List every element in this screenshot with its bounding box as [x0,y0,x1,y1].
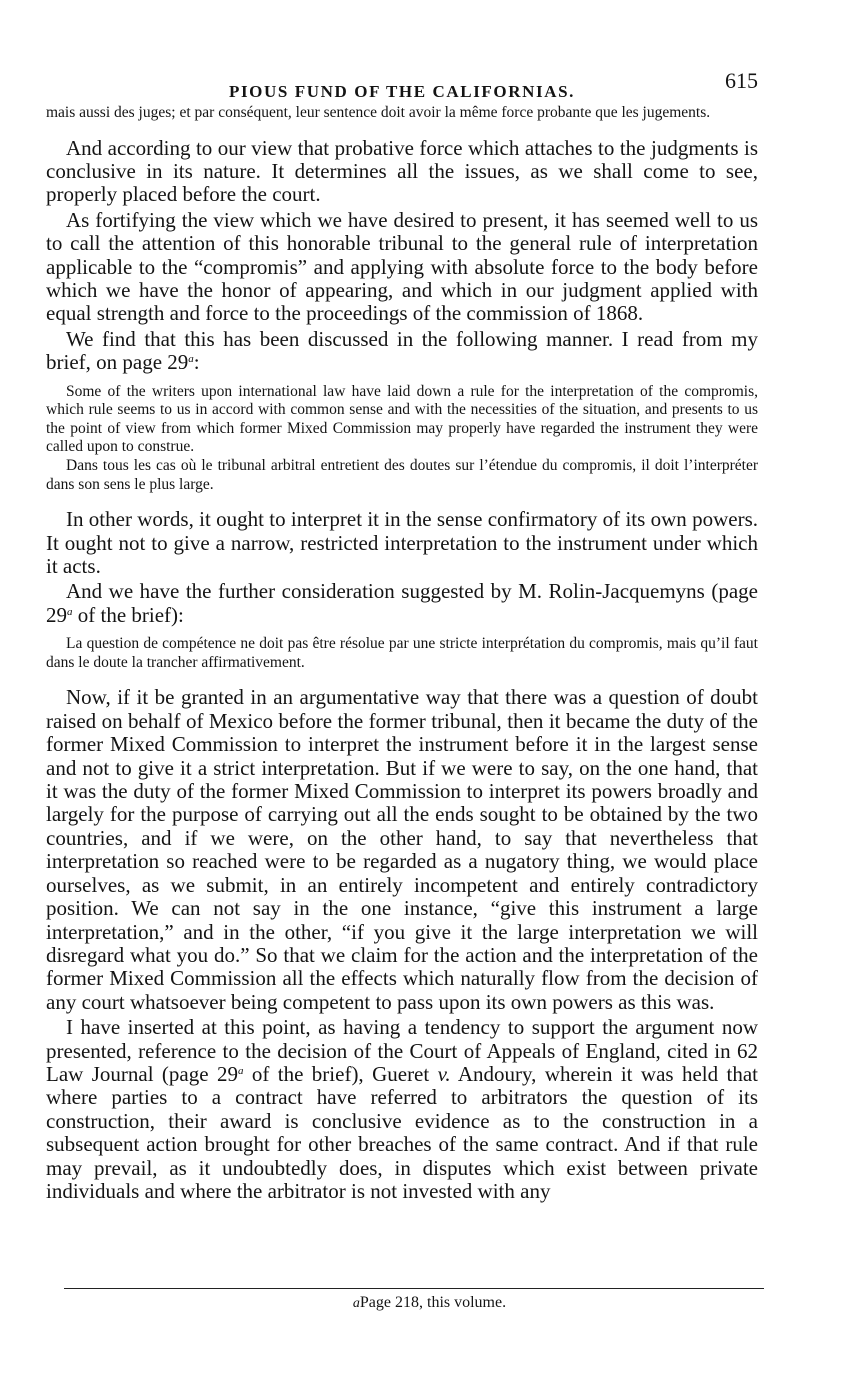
paragraph-probative-force: And according to our view that probative force which attaches to the judgments is conclusive in its nature. It determines all the issues, as we shall come to see, properly placed before the court. [46,135,758,207]
page-header [46,60,758,104]
quote-question-de-competence: La question de compétence ne doit pas être résolue par une stricte interprétation du compromis, mais qu’il faut dans le doute la trancher affirmativement. [46,635,758,671]
paragraph-text: of the brief), Gueret [243,1061,438,1086]
paragraph-text: : [193,350,200,375]
footnote-reference: a [188,353,194,366]
footnote-rule [64,1288,764,1289]
footnote-reference: a [67,605,73,618]
page-number: 615 [725,68,758,93]
footnote [0,1294,859,1312]
versus-italic: v. [437,1061,451,1086]
paragraph-fortifying-view: As fortifying the view which we have desired to present, it has seemed well to us to call the attention of this honorable tribunal to the general rule of interpretation applicable to the “compromis” and applying with absolute force to the body before which we have the honor of appearing, and which in our judgment applied with equal strength and force to the proceedings of the commission of 1868. [46,207,758,326]
paragraph-court-of-appeals [46,1016,758,1203]
footnote-mark: a [352,1296,360,1311]
quote-continuation: mais aussi des juges; et par conséquent, leur sentence doit avoir la même force probante que les jugements. [46,104,711,121]
paragraph-text: Andoury, wherein it was held that where parties to a contract have referred to arbitrators the question of its construction, their award is conclusive evidence as to the construction in a subsequent action brought for other breaches of the same contract. And if that rule may prevail, as it undoubtedly does, in disputes which exist between private individuals and where the arbitrator is not invested with any [46,1061,759,1203]
paragraph-text: And we have the further consideration suggested by M. Rolin-Jacquemyns (page 29 [46,579,758,627]
paragraph-text: I have inserted at this point, as having a tendency to support the argument now presented, reference to the decision of the Court of Appeals of England, cited in 62 Law Journal (page 29 [46,1015,758,1086]
footnote-reference: a [237,1064,244,1077]
paragraph-other-words: In other words, it ought to interpret it in the sense confirmatory of its own powers. It ought not to give a narrow, restricted interpretation to the instrument under which it acts. [46,507,758,579]
paragraph-text: of the brief): [72,602,184,627]
running-title: PIOUS FUND OF THE CALIFORNIAS. [228,82,575,101]
quote-writers-international-law: Some of the writers upon international law have laid down a rule for the interpretation of the compromis, which rule seems to us in accord with common sense and with the necessities of the situation, and presents to us the point of view from which former Mixed Commission may properly have regarded the instrument they were called upon to construe. [46,382,758,456]
document-page [46,60,758,1203]
paragraph-discussed-manner [46,328,758,375]
quote-dans-tous-les-cas: Dans tous les cas où le tribunal arbitral entretient des doutes sur l’étendue du compromis, il doit l’interpréter dans son sens le plus large. [46,457,758,493]
paragraph-argumentative-way: Now, if it be granted in an argumentative way that there was a question of doubt raised on behalf of Mexico before the former tribunal, then it became the duty of the former Mixed Commission to interpret the instrument before it in the largest sense and not to give it a strict interpretation. But if we were to say, on the one hand, that it was the duty of the former Mixed Commission to interpret its powers broadly and largely for the purpose of carrying out all the ends sought to be obtained by the two countries, and if we were, on the other hand, to say that nevertheless that interpretation so reached were to be regarded as a nugatory thing, we would place ourselves, as we submit, in an entirely incompetent and entirely contradictory position. We can not say in the one instance, “give this instrument a large interpretation,” and in the other, “if you give it the large interpretation we will disregard what you do.” So that we claim for the action and the interpretation of the former Mixed Commission all the effects which naturally flow from the decision of any court whatsoever being competent to pass upon its own powers as this was. [46,685,758,1014]
footnote-text: Page 218, this volume. [359,1294,507,1311]
paragraph-text: We find that this has been discussed in the following manner. I read from my brief, on page 29 [46,326,758,375]
paragraph-further-consideration [46,580,758,627]
